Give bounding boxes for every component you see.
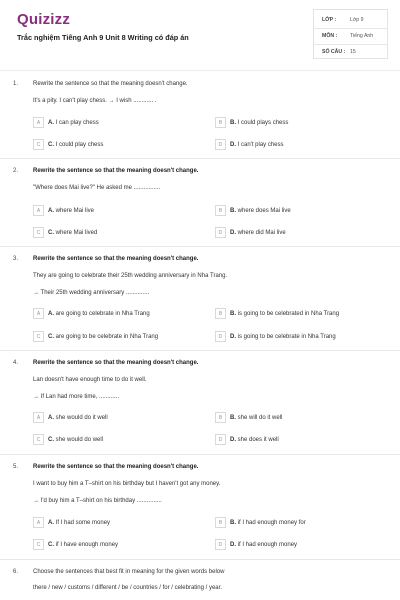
option-letter: B.	[230, 310, 236, 317]
question-number: 1.	[13, 81, 19, 87]
option-text: she will do it well	[237, 414, 283, 421]
option-a[interactable]	[33, 412, 108, 423]
option-box[interactable]: C	[33, 139, 44, 150]
option-text: if I had enough money	[237, 541, 298, 548]
option-letter: D.	[230, 436, 236, 443]
option-letter: C.	[48, 229, 54, 236]
option-box[interactable]: A	[33, 517, 44, 528]
question-line: → I'd buy him a T–shirt on his birthday ...............	[33, 498, 162, 504]
option-letter: D.	[230, 541, 236, 548]
option-letter: C.	[48, 333, 54, 340]
option-box[interactable]: D	[215, 434, 226, 445]
option-box[interactable]: D	[215, 227, 226, 238]
option-box[interactable]: C	[33, 539, 44, 550]
question-number: 2.	[13, 168, 19, 174]
option-letter: A.	[48, 207, 54, 214]
option-letter: C.	[48, 141, 54, 148]
question-prompt: Rewrite the sentence so that the meaning doesn't change.	[33, 464, 199, 470]
question-divider	[0, 246, 400, 247]
question-divider	[0, 350, 400, 351]
option-letter: D.	[230, 141, 236, 148]
option-box[interactable]: B	[215, 412, 226, 423]
option-letter: C.	[48, 541, 54, 548]
meta-key: MÔN :	[322, 33, 338, 39]
option-box[interactable]: D	[215, 539, 226, 550]
option-text: where Mai live	[55, 207, 95, 214]
option-b[interactable]	[215, 117, 288, 128]
option-letter: B.	[230, 119, 236, 126]
quizizz-logo: Quizizz	[17, 11, 71, 28]
option-b[interactable]	[215, 412, 282, 423]
question-line: there / new / customs / different / be / countries / for / celebrating / year.	[33, 585, 222, 591]
option-letter: A.	[48, 310, 54, 317]
option-box[interactable]: A	[33, 412, 44, 423]
meta-divider	[314, 28, 388, 29]
option-box[interactable]: B	[215, 117, 226, 128]
meta-key: SỐ CÂU :	[322, 49, 346, 55]
option-letter: D.	[230, 333, 236, 340]
option-letter: C.	[48, 436, 54, 443]
meta-row-subject	[322, 33, 388, 39]
option-d[interactable]	[215, 434, 279, 445]
option-box[interactable]: A	[33, 205, 44, 216]
option-b[interactable]	[215, 308, 339, 319]
option-d[interactable]	[215, 139, 284, 150]
meta-info-box	[313, 9, 388, 59]
option-letter: A.	[48, 519, 54, 526]
option-box[interactable]: B	[215, 205, 226, 216]
meta-row-count	[322, 49, 388, 55]
option-box[interactable]: C	[33, 227, 44, 238]
option-c[interactable]	[33, 331, 158, 342]
option-letter: B.	[230, 414, 236, 421]
question-number: 3.	[13, 256, 19, 262]
option-text: where Mai lived	[55, 229, 98, 236]
option-letter: A.	[48, 414, 54, 421]
option-c[interactable]	[33, 539, 118, 550]
option-letter: A.	[48, 119, 54, 126]
question-line: Lan doesn't have enough time to do it well.	[33, 377, 147, 383]
option-box[interactable]: C	[33, 434, 44, 445]
question-prompt: Choose the sentences that best fit in meaning for the given words below	[33, 569, 225, 575]
option-box[interactable]: B	[215, 308, 226, 319]
option-text: If I had some money	[55, 519, 111, 526]
option-text: I could play chess	[55, 141, 104, 148]
question-prompt: Rewrite the sentence so that the meaning doesn't change.	[33, 168, 199, 174]
option-box[interactable]: B	[215, 517, 226, 528]
option-text: I could plays chess	[237, 119, 289, 126]
question-line: → If Lan had more time, ............	[33, 394, 120, 400]
option-c[interactable]	[33, 227, 97, 238]
option-a[interactable]	[33, 517, 110, 528]
question-line: → Their 25th wedding anniversary ..............	[33, 290, 150, 296]
option-c[interactable]	[33, 434, 103, 445]
option-text: if I had enough money for	[237, 519, 306, 526]
option-d[interactable]	[215, 539, 297, 550]
option-text: are going to be celebrate in Nha Trang	[55, 333, 159, 340]
meta-value: 15	[350, 49, 356, 55]
document-title: Trắc nghiệm Tiếng Anh 9 Unit 8 Writing có đáp án	[17, 33, 189, 42]
question-divider	[0, 454, 400, 455]
meta-value: Tiếng Anh	[350, 33, 374, 39]
question-prompt: Rewrite the sentence so that the meaning doesn't change.	[33, 360, 199, 366]
option-text: she does it well	[237, 436, 279, 443]
option-text: are going to celebrate in Nha Trang	[55, 310, 150, 317]
option-text: if I have enough money	[55, 541, 119, 548]
option-a[interactable]	[33, 308, 150, 319]
question-prompt: Rewrite the sentence so that the meaning doesn't change.	[33, 256, 199, 262]
option-box[interactable]: C	[33, 331, 44, 342]
option-text: I can play chess	[55, 119, 99, 126]
option-text: I can't play chess	[237, 141, 284, 148]
meta-divider	[314, 44, 388, 45]
question-line: It's a pity. I can't play chess. → I wish ............ .	[33, 98, 157, 104]
option-letter: B.	[230, 207, 236, 214]
meta-value: Lớp 9	[350, 17, 364, 23]
question-line: They are going to celebrate their 25th wedding anniversary in Nha Trang.	[33, 273, 228, 279]
question-divider	[0, 559, 400, 560]
option-letter: B.	[230, 519, 236, 526]
option-d[interactable]	[215, 227, 286, 238]
meta-row-class	[322, 17, 388, 23]
option-text: is going to be celebrated in Nha Trang	[237, 310, 340, 317]
question-line: I want to buy him a T–shirt on his birthday but I haven't got any money.	[33, 481, 221, 487]
option-b[interactable]	[215, 205, 291, 216]
question-divider	[0, 158, 400, 159]
option-box[interactable]: D	[215, 139, 226, 150]
option-a[interactable]	[33, 117, 99, 128]
option-text: she would do well	[55, 436, 104, 443]
worksheet-header	[0, 0, 400, 70]
option-text: she would do it well	[55, 414, 108, 421]
question-number: 5.	[13, 464, 19, 470]
question-line: "Where does Mai live?" He asked me ................	[33, 185, 161, 191]
question-prompt: Rewrite the sentence so that the meaning doesn't change.	[33, 81, 188, 87]
option-text: where does Mai live	[237, 207, 291, 214]
option-text: is going to be celebrate in Nha Trang	[237, 333, 336, 340]
question-number: 6.	[13, 569, 19, 575]
option-letter: D.	[230, 229, 236, 236]
option-d[interactable]	[215, 331, 336, 342]
option-b[interactable]	[215, 517, 306, 528]
option-c[interactable]	[33, 139, 103, 150]
question-number: 4.	[13, 360, 19, 366]
header-divider	[0, 70, 400, 71]
option-box[interactable]: A	[33, 117, 44, 128]
option-text: where did Mai live	[237, 229, 286, 236]
option-a[interactable]	[33, 205, 94, 216]
option-box[interactable]: D	[215, 331, 226, 342]
option-box[interactable]: A	[33, 308, 44, 319]
meta-key: LỚP :	[322, 17, 337, 23]
